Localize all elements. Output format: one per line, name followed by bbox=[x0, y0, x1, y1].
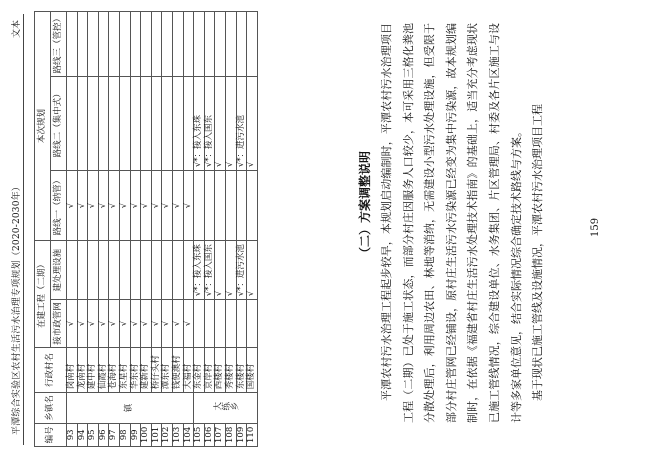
cell-route3 bbox=[67, 12, 78, 77]
cell-route2 bbox=[109, 76, 120, 171]
table-row bbox=[88, 12, 99, 447]
col-header-route3: 路线三（管控） bbox=[51, 12, 67, 77]
table-row bbox=[162, 12, 173, 447]
table-row bbox=[67, 12, 78, 447]
cell-route2 bbox=[67, 76, 78, 171]
col-group-plan: 本次规划 bbox=[35, 12, 51, 241]
cell-village: 秀楼村 bbox=[225, 347, 236, 392]
cell-treatment-facility bbox=[162, 241, 173, 300]
cell-route3 bbox=[172, 12, 183, 77]
cell-no: 95 bbox=[88, 423, 99, 446]
cell-route1 bbox=[215, 171, 226, 241]
cell-route3 bbox=[183, 12, 194, 77]
cell-treatment-facility bbox=[109, 241, 120, 300]
cell-municipal-network bbox=[247, 300, 258, 348]
cell-route3 bbox=[236, 12, 247, 77]
cell-no: 106 bbox=[204, 423, 215, 446]
cell-no: 94 bbox=[77, 423, 88, 446]
cell-village: 华东村 bbox=[130, 347, 141, 392]
cell-route1: √ bbox=[141, 171, 152, 241]
cell-municipal-network: √ bbox=[183, 300, 194, 348]
table-row bbox=[215, 12, 226, 447]
cell-town: 镇 bbox=[67, 393, 194, 424]
cell-village: 钱便澳村 bbox=[172, 347, 183, 392]
cell-treatment-facility bbox=[130, 241, 141, 300]
cell-village: 大福村 bbox=[183, 347, 194, 392]
cell-route1: √ bbox=[183, 171, 194, 241]
cell-route1 bbox=[236, 171, 247, 241]
cell-route2 bbox=[130, 76, 141, 171]
cell-route1 bbox=[247, 171, 258, 241]
cell-village: 建中村 bbox=[88, 347, 99, 392]
cell-town: 大练乡 bbox=[194, 393, 258, 424]
section-title: （二）方案调整说明 bbox=[358, 150, 372, 259]
cell-no: 102 bbox=[162, 423, 173, 446]
cell-route3 bbox=[77, 12, 88, 77]
cell-route1: √ bbox=[109, 171, 120, 241]
cell-treatment-facility bbox=[119, 241, 130, 300]
cell-no: 100 bbox=[141, 423, 152, 446]
cell-municipal-network: √ bbox=[67, 300, 78, 348]
cell-route3 bbox=[151, 12, 162, 77]
cell-municipal-network bbox=[204, 300, 215, 348]
cell-route3 bbox=[109, 12, 120, 77]
cell-route3 bbox=[215, 12, 226, 77]
cell-no: 103 bbox=[172, 423, 183, 446]
table-row bbox=[194, 12, 205, 447]
table-row bbox=[236, 12, 247, 447]
cell-route2 bbox=[172, 76, 183, 171]
cell-municipal-network bbox=[225, 300, 236, 348]
running-header-title: 平潭综合实验区农村生活污水治理专项规划（2020-2030年） bbox=[12, 181, 22, 435]
cell-municipal-network: √ bbox=[77, 300, 88, 348]
table-row bbox=[119, 12, 130, 447]
cell-route1 bbox=[194, 171, 205, 241]
col-group-under-construction: 在建工程（二期） bbox=[35, 241, 51, 348]
cell-village: 桥仔头村 bbox=[151, 347, 162, 392]
col-header-municipal-network: 接市政管网 bbox=[51, 300, 67, 348]
col-header-treatment-facility: 建处理设施 bbox=[51, 241, 67, 300]
cell-municipal-network: √ bbox=[88, 300, 99, 348]
cell-treatment-facility: √ bbox=[215, 241, 226, 300]
cell-route2: √*：进污水池 bbox=[236, 76, 247, 171]
running-header-label: 文本 bbox=[12, 20, 22, 39]
cell-municipal-network bbox=[236, 300, 247, 348]
cell-route1: √ bbox=[130, 171, 141, 241]
cell-route1 bbox=[204, 171, 215, 241]
cell-no: 109 bbox=[236, 423, 247, 446]
cell-treatment-facility: √ bbox=[247, 241, 258, 300]
cell-municipal-network: √ bbox=[119, 300, 130, 348]
cell-route1: √ bbox=[119, 171, 130, 241]
cell-treatment-facility bbox=[98, 241, 109, 300]
cell-municipal-network: √ bbox=[109, 300, 120, 348]
cell-village: 苍海村 bbox=[109, 347, 120, 392]
cell-route2 bbox=[88, 76, 99, 171]
page-number: 159 bbox=[590, 217, 601, 237]
cell-route2: √ bbox=[215, 76, 226, 171]
cell-route2 bbox=[151, 76, 162, 171]
cell-municipal-network bbox=[215, 300, 226, 348]
header-rule bbox=[23, 14, 24, 445]
cell-no: 105 bbox=[194, 423, 205, 446]
cell-route2 bbox=[119, 76, 130, 171]
cell-route3 bbox=[130, 12, 141, 77]
cell-treatment-facility: √*：接入东珠 bbox=[194, 241, 205, 300]
table-body bbox=[67, 12, 258, 447]
cell-route1: √ bbox=[67, 171, 78, 241]
cell-treatment-facility bbox=[172, 241, 183, 300]
cell-route2 bbox=[141, 76, 152, 171]
cell-village: 建新村 bbox=[141, 347, 152, 392]
cell-route2: √ bbox=[225, 76, 236, 171]
cell-route3 bbox=[119, 12, 130, 77]
cell-municipal-network: √ bbox=[98, 300, 109, 348]
col-header-route2: 路线二（集中式） bbox=[51, 76, 67, 171]
cell-no: 97 bbox=[109, 423, 120, 446]
cell-route2: √ bbox=[247, 76, 258, 171]
cell-route2: √*：接入国东 bbox=[204, 76, 215, 171]
cell-village: 东金村 bbox=[194, 347, 205, 392]
cell-municipal-network bbox=[194, 300, 205, 348]
cell-no: 107 bbox=[215, 423, 226, 446]
cell-village: 仙霞村 bbox=[98, 347, 109, 392]
cell-village: 东楼村 bbox=[236, 347, 247, 392]
cell-route2 bbox=[162, 76, 173, 171]
cell-route1: √ bbox=[162, 171, 173, 241]
cell-treatment-facility bbox=[77, 241, 88, 300]
cell-no: 110 bbox=[247, 423, 258, 446]
col-header-route1: 路线一（纳管） bbox=[51, 171, 67, 241]
cell-municipal-network: √ bbox=[172, 300, 183, 348]
cell-treatment-facility: √*：进污水池 bbox=[236, 241, 247, 300]
cell-village: 岗南村 bbox=[67, 347, 78, 392]
cell-no: 93 bbox=[67, 423, 78, 446]
table-row bbox=[141, 12, 152, 447]
cell-no: 104 bbox=[183, 423, 194, 446]
cell-village: 潭东村 bbox=[162, 347, 173, 392]
cell-route2 bbox=[77, 76, 88, 171]
table-row bbox=[172, 12, 183, 447]
col-header-town: 乡镇名 bbox=[35, 393, 67, 424]
cell-route1 bbox=[225, 171, 236, 241]
cell-treatment-facility bbox=[88, 241, 99, 300]
cell-village: 国楼村 bbox=[247, 347, 258, 392]
cell-village: 东星村 bbox=[119, 347, 130, 392]
paragraph: 基于现状已施工管线及设施情况，平潭农村污水治理项目工程 bbox=[531, 104, 545, 401]
cell-treatment-facility bbox=[151, 241, 162, 300]
cell-no: 99 bbox=[130, 423, 141, 446]
cell-no: 101 bbox=[151, 423, 162, 446]
cell-village: 西楼村 bbox=[215, 347, 226, 392]
cell-route3 bbox=[98, 12, 109, 77]
village-sewage-table bbox=[34, 11, 258, 447]
cell-no: 96 bbox=[98, 423, 109, 446]
paragraph: 平潭农村污水治理工程起步较早，本规划启动编制时，平潭农村污水治理项目工程（二期）已处于施工状态，而部分村庄因服务人口较少，本可采用三格化粪池分散处理后，利用周边农田、林地等消纳，无需建设小型污水处理设施，但受限于部分村庄管网已经铺设，原村庄生活污水污染源已经变为集中污染源，故本规划编制时，在依据《福建省村庄生活污水处理技术指南》的基础上，适当充分考虑现状已施工管线情况，综合建设单位、水务集团、片区管理局、村委及各片区施工与设计等多家单位意见，结合实际情况综合确定技术路线与方案。 bbox=[380, 23, 523, 423]
cell-route2: √*：接入东珠 bbox=[194, 76, 205, 171]
cell-no: 108 bbox=[225, 423, 236, 446]
body-text bbox=[376, 23, 549, 423]
cell-village: 龙南村 bbox=[77, 347, 88, 392]
cell-treatment-facility: √ bbox=[225, 241, 236, 300]
cell-municipal-network: √ bbox=[141, 300, 152, 348]
cell-no: 98 bbox=[119, 423, 130, 446]
cell-route3 bbox=[204, 12, 215, 77]
cell-treatment-facility: √*：接入国东 bbox=[204, 241, 215, 300]
cell-route1: √ bbox=[77, 171, 88, 241]
cell-village: 京岸村 bbox=[204, 347, 215, 392]
cell-route1: √ bbox=[151, 171, 162, 241]
cell-treatment-facility bbox=[141, 241, 152, 300]
cell-municipal-network: √ bbox=[130, 300, 141, 348]
cell-route2 bbox=[98, 76, 109, 171]
cell-municipal-network: √ bbox=[162, 300, 173, 348]
cell-route3 bbox=[225, 12, 236, 77]
cell-route3 bbox=[247, 12, 258, 77]
table-row bbox=[247, 12, 258, 447]
cell-treatment-facility bbox=[67, 241, 78, 300]
cell-route3 bbox=[162, 12, 173, 77]
cell-route3 bbox=[141, 12, 152, 77]
cell-route3 bbox=[88, 12, 99, 77]
table-row bbox=[109, 12, 120, 447]
cell-route1: √ bbox=[98, 171, 109, 241]
cell-route1: √ bbox=[172, 171, 183, 241]
col-header-no: 编号 bbox=[35, 423, 67, 446]
col-header-village: 行政村名 bbox=[35, 347, 67, 392]
cell-municipal-network: √ bbox=[151, 300, 162, 348]
cell-route1: √ bbox=[88, 171, 99, 241]
cell-route3 bbox=[194, 12, 205, 77]
table-row bbox=[225, 12, 236, 447]
